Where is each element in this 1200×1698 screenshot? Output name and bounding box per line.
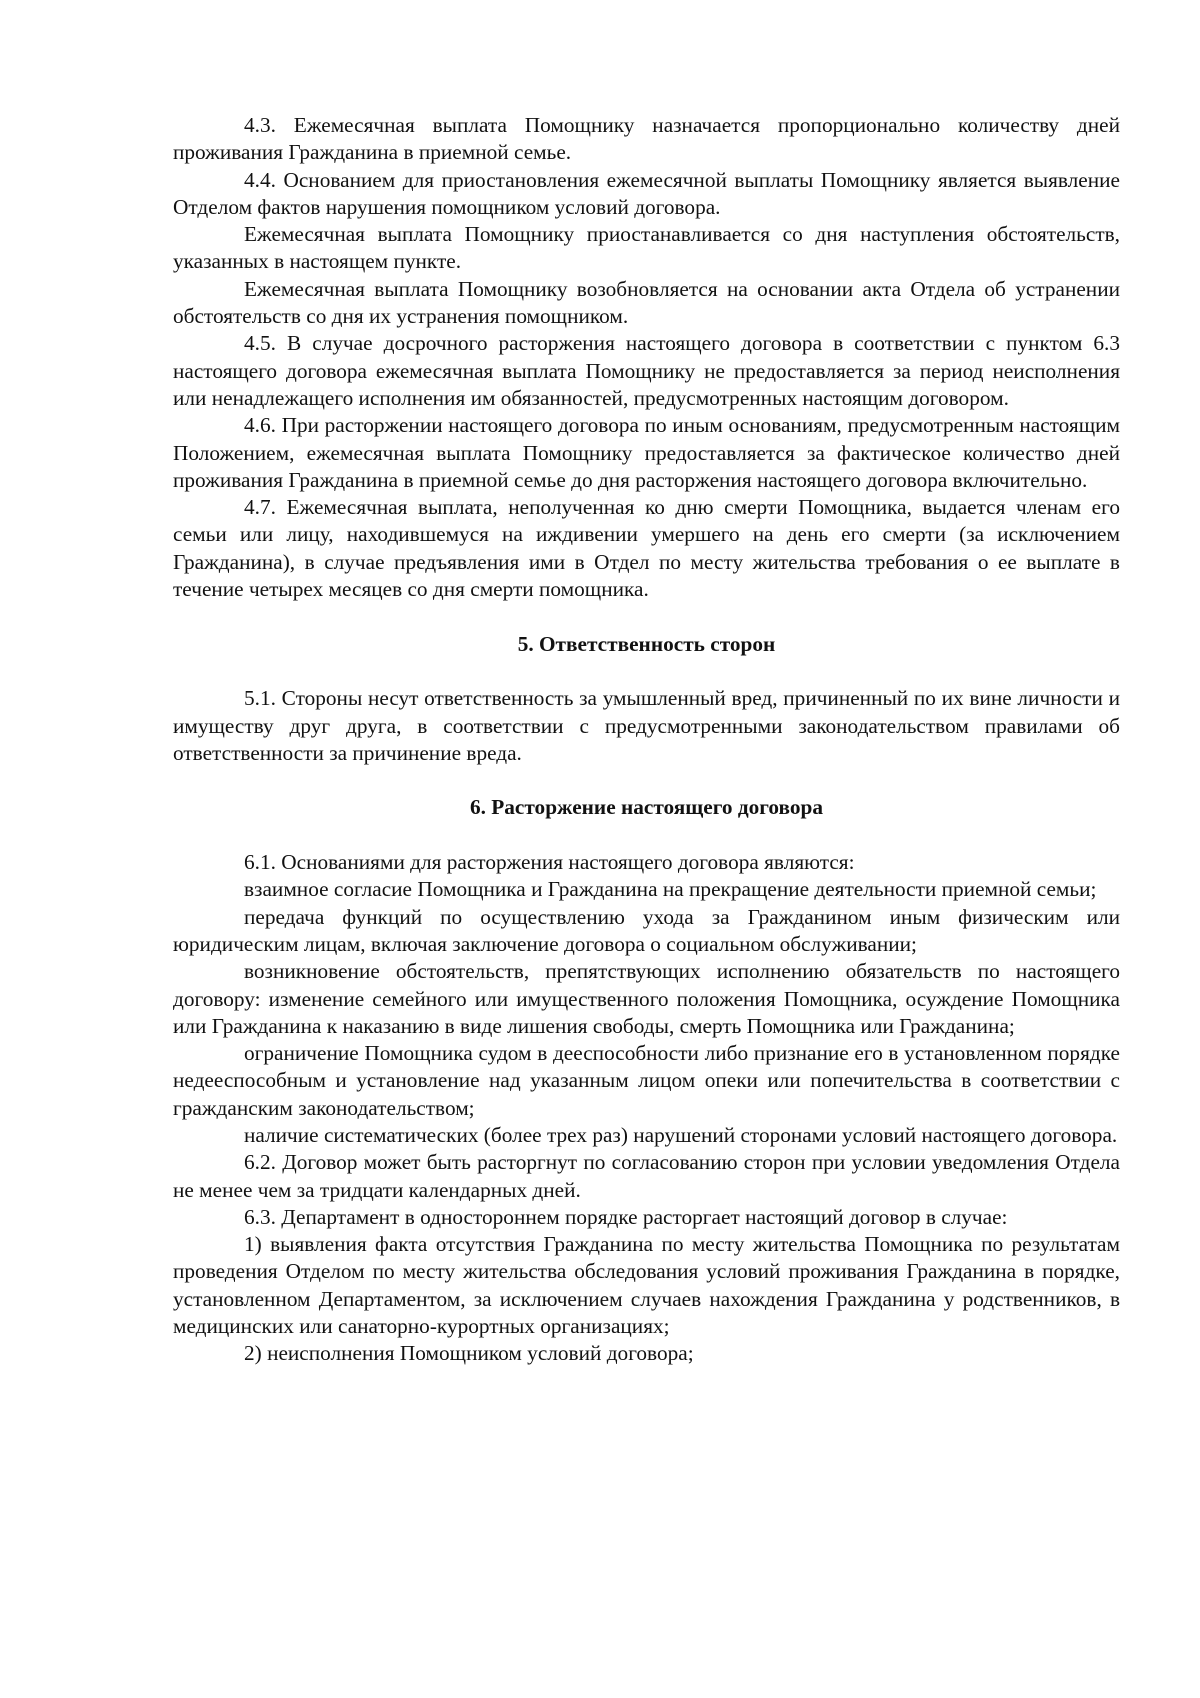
paragraph-4-3: 4.3. Ежемесячная выплата Помощнику назначается пропорционально количеству дней проживания Гражданина в приемной семье. [173,113,1120,165]
spacer [173,603,1120,630]
paragraph-4-4: 4.4. Основанием для приостановления ежемесячной выплаты Помощнику является выявление Отделом фактов нарушения помощником условий договора. [173,167,1120,219]
paragraph-6-1-violations: наличие систематических (более трех раз) нарушений сторонами условий настоящего договора. [244,1122,1118,1147]
spacer [173,822,1120,849]
spacer [173,767,1120,794]
paragraph-4-6: 4.6. При расторжении настоящего договора по иным основаниям, предусмотренным настоящим Положением, ежемесячная выплата Помощнику предоставляется за фактическое количество дней проживания Гражданина в приемной семье до дня расторжения настоящего договора включительно. [173,413,1120,492]
paragraph-4-5: 4.5. В случае досрочного расторжения настоящего договора в соответствии с пунктом 6.3 настоящего договора ежемесячная выплата Помощнику не предоставляется за период неисполнения или ненадлежащего исполнения им обязанностей, предусмотренных настоящим договором. [173,331,1120,410]
paragraph-6-2: 6.2. Договор может быть расторгнут по согласованию сторон при условии уведомления Отдела не менее чем за тридцати календарных дней. [173,1150,1120,1202]
paragraph-5-1: 5.1. Стороны несут ответственность за умышленный вред, причиненный по их вине личности и имуществу друг друга, в соответствии с предусмотренными законодательством правилами об ответственности за причинение вреда. [173,686,1120,765]
paragraph-6-1-transfer: передача функций по осуществлению ухода за Гражданином иным физическим или юридическим лицам, включая заключение договора о социальном обслуживании; [173,904,1120,956]
spacer [173,658,1120,685]
paragraph-6-3: 6.3. Департамент в одностороннем порядке расторгает настоящий договор в случае: [244,1204,1008,1229]
document-body [173,112,1120,1368]
paragraph-6-1-circumstances: возникновение обстоятельств, препятствующих исполнению обязательств по настоящего договору: изменение семейного или имущественного положения Помощника, осуждение Помощника или Гражданина к наказанию в виде лишения свободы, смерть Помощника или Гражданина; [173,959,1120,1038]
paragraph-6-3-item-2: 2) неисполнения Помощником условий договора; [244,1341,694,1366]
paragraph-4-7: 4.7. Ежемесячная выплата, неполученная ко дню смерти Помощника, выдается членам его семьи или лицу, находившемуся на иждивении умершего на день его смерти (за исключением Гражданина), в случае предъявления ими в Отдел по месту жительства требования о ее выплате в течение четырех месяцев со дня смерти помощника. [173,495,1120,602]
paragraph-4-4-suspension: Ежемесячная выплата Помощнику приостанавливается со дня наступления обстоятельств, указанных в настоящем пункте. [173,222,1120,274]
paragraph-6-1: 6.1. Основаниями для расторжения настоящего договора являются: [244,850,855,875]
section-6-heading: 6. Расторжение настоящего договора [469,795,824,820]
paragraph-6-1-mutual-consent: взаимное согласие Помощника и Гражданина на прекращение деятельности приемной семьи; [244,877,1097,902]
section-5-heading: 5. Ответственность сторон [517,631,776,656]
paragraph-6-1-incapacity: ограничение Помощника судом в дееспособности либо признание его в установленном порядке недееспособным и установление над указанным лицом опеки или попечительства в соответствии с гражданским законодательством; [173,1041,1120,1120]
paragraph-6-3-item-1: 1) выявления факта отсутствия Гражданина по месту жительства Помощника по результатам проведения Отделом по месту жительства обследования условий проживания Гражданина в порядке, установленном Департаментом, за исключением случаев нахождения Гражданина у родственников, в медицинских или санаторно-курортных организациях; [173,1232,1120,1339]
paragraph-4-4-resumption: Ежемесячная выплата Помощнику возобновляется на основании акта Отдела об устранении обстоятельств со дня их устранения помощником. [173,276,1120,329]
